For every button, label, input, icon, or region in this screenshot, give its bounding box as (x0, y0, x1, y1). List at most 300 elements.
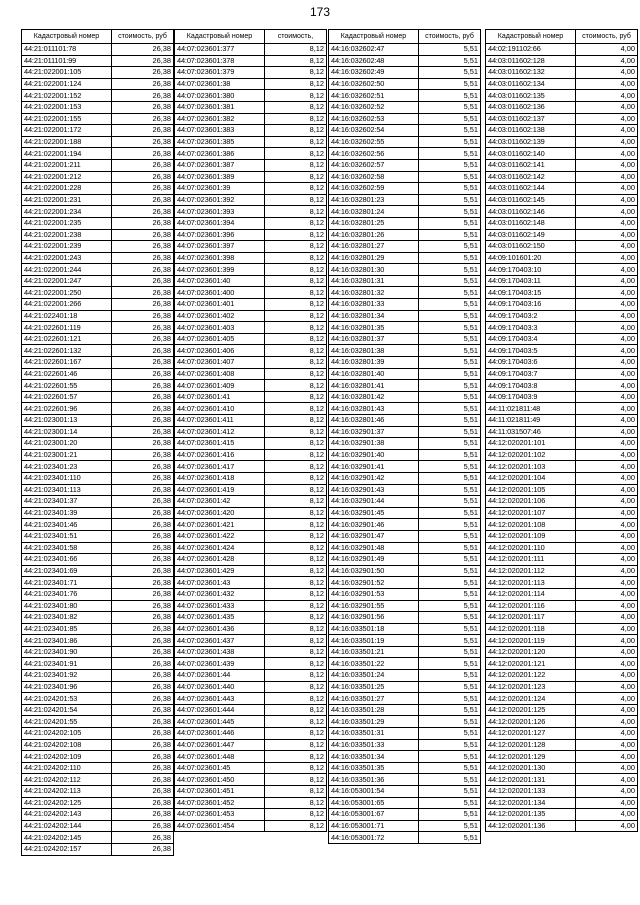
table-row (22, 55, 174, 67)
cost-cell: 5,51 (419, 600, 481, 612)
table-row (486, 125, 638, 137)
table-row (22, 496, 174, 508)
cost-cell: 26,38 (112, 484, 174, 496)
cost-cell: 8,12 (265, 55, 327, 67)
table-row (486, 774, 638, 786)
table-row (175, 368, 327, 380)
cadastral-number-cell: 44:16:032801:29 (329, 252, 419, 264)
cadastral-number-cell: 44:16:032801:38 (329, 345, 419, 357)
cost-cell: 5,51 (419, 241, 481, 253)
cost-cell: 8,12 (265, 751, 327, 763)
table-row (22, 217, 174, 229)
cost-cell: 5,51 (419, 774, 481, 786)
cost-cell: 26,38 (112, 299, 174, 311)
cadastral-number-cell: 44:12:020201:107 (486, 507, 576, 519)
cadastral-number-cell: 44:16:032901:37 (329, 426, 419, 438)
cost-cell: 4,00 (576, 635, 638, 647)
cost-cell: 5,51 (419, 357, 481, 369)
table-row (329, 646, 481, 658)
cost-cell: 5,51 (419, 90, 481, 102)
cost-cell: 8,12 (265, 704, 327, 716)
table-row (22, 333, 174, 345)
cadastral-number-cell: 44:21:022001:250 (22, 287, 112, 299)
table-row (175, 380, 327, 392)
table-row (175, 333, 327, 345)
cost-cell: 8,12 (265, 577, 327, 589)
table-row (329, 310, 481, 322)
cadastral-number-cell: 44:07:023601:437 (175, 635, 265, 647)
table-row (175, 646, 327, 658)
cost-cell: 26,38 (112, 90, 174, 102)
cadastral-number-cell: 44:16:032602:49 (329, 67, 419, 79)
cadastral-number-cell: 44:21:023401:76 (22, 588, 112, 600)
cadastral-number-cell: 44:12:020201:128 (486, 739, 576, 751)
cost-cell: 5,51 (419, 44, 481, 56)
cadastral-number-cell: 44:16:033501:29 (329, 716, 419, 728)
table-row (175, 426, 327, 438)
cadastral-number-cell: 44:21:023401:91 (22, 658, 112, 670)
cadastral-number-cell: 44:07:023601:408 (175, 368, 265, 380)
table-row (329, 565, 481, 577)
cadastral-number-cell: 44:09:101601:20 (486, 252, 576, 264)
cadastral-number-cell: 44:03:011602:146 (486, 206, 576, 218)
cadastral-number-cell: 44:21:022001:153 (22, 101, 112, 113)
table-row (175, 345, 327, 357)
cost-cell: 26,38 (112, 843, 174, 855)
cadastral-number-cell: 44:21:023401:90 (22, 646, 112, 658)
cadastral-number-cell: 44:21:023001:20 (22, 438, 112, 450)
table-row (486, 658, 638, 670)
cost-cell: 5,51 (419, 333, 481, 345)
table-row (22, 530, 174, 542)
table-row (486, 786, 638, 798)
cadastral-number-cell: 44:16:033501:36 (329, 774, 419, 786)
table-row (175, 577, 327, 589)
table-row (22, 380, 174, 392)
cost-cell: 4,00 (576, 728, 638, 740)
cadastral-number-cell: 44:16:033501:34 (329, 751, 419, 763)
table-row (22, 554, 174, 566)
table-row (486, 194, 638, 206)
column-header-cadastral-number: Кадастровый номер (22, 30, 112, 44)
table-row (329, 194, 481, 206)
table-row (22, 171, 174, 183)
cost-cell: 4,00 (576, 322, 638, 334)
cadastral-number-cell: 44:03:011602:139 (486, 136, 576, 148)
cadastral-number-cell: 44:12:020201:116 (486, 600, 576, 612)
table-row (329, 716, 481, 728)
cost-cell: 5,51 (419, 635, 481, 647)
cadastral-number-cell: 44:16:032801:46 (329, 415, 419, 427)
cost-cell: 4,00 (576, 774, 638, 786)
cost-cell: 5,51 (419, 275, 481, 287)
cost-cell: 4,00 (576, 472, 638, 484)
cadastral-number-cell: 44:12:020201:120 (486, 646, 576, 658)
cadastral-number-cell: 44:21:022001:152 (22, 90, 112, 102)
cadastral-number-cell: 44:12:020201:118 (486, 623, 576, 635)
table-row (175, 275, 327, 287)
cost-cell: 8,12 (265, 681, 327, 693)
cost-cell: 5,51 (419, 287, 481, 299)
cadastral-number-cell: 44:16:032602:59 (329, 183, 419, 195)
cost-cell: 4,00 (576, 345, 638, 357)
cost-cell: 5,51 (419, 113, 481, 125)
table-row (486, 739, 638, 751)
cadastral-number-cell: 44:16:032801:27 (329, 241, 419, 253)
table-row (22, 739, 174, 751)
cadastral-number-cell: 44:21:024202:108 (22, 739, 112, 751)
table-row (175, 299, 327, 311)
cadastral-number-cell: 44:03:011602:142 (486, 171, 576, 183)
cost-cell: 26,38 (112, 194, 174, 206)
table-row (486, 577, 638, 589)
cadastral-number-cell: 44:12:020201:126 (486, 716, 576, 728)
cost-cell: 8,12 (265, 148, 327, 160)
table-row (486, 403, 638, 415)
table-row (329, 820, 481, 832)
table-row (175, 78, 327, 90)
table-row (486, 333, 638, 345)
cost-cell: 26,38 (112, 565, 174, 577)
cost-cell: 4,00 (576, 275, 638, 287)
table-row (22, 461, 174, 473)
cadastral-number-cell: 44:12:020201:131 (486, 774, 576, 786)
cadastral-number-cell: 44:07:023601:377 (175, 44, 265, 56)
table-row (329, 241, 481, 253)
table-row (175, 588, 327, 600)
cost-cell: 5,51 (419, 391, 481, 403)
table-row (22, 728, 174, 740)
table-row (22, 415, 174, 427)
table-row (22, 519, 174, 531)
table-row (22, 484, 174, 496)
cost-cell: 5,51 (419, 55, 481, 67)
table-row (22, 507, 174, 519)
cost-cell: 26,38 (112, 554, 174, 566)
cost-cell: 4,00 (576, 762, 638, 774)
cadastral-number-cell: 44:09:170403:2 (486, 310, 576, 322)
cadastral-number-cell: 44:07:023601:397 (175, 241, 265, 253)
cadastral-number-cell: 44:03:011602:144 (486, 183, 576, 195)
table-row (486, 78, 638, 90)
table-row (175, 136, 327, 148)
cost-cell: 5,51 (419, 403, 481, 415)
cost-cell: 5,51 (419, 125, 481, 137)
cadastral-number-cell: 44:21:023401:39 (22, 507, 112, 519)
table-row (22, 797, 174, 809)
table-row (22, 241, 174, 253)
cost-cell: 4,00 (576, 148, 638, 160)
table-row (175, 565, 327, 577)
cost-cell: 8,12 (265, 739, 327, 751)
cadastral-number-cell: 44:07:023601:444 (175, 704, 265, 716)
cost-cell: 8,12 (265, 217, 327, 229)
cadastral-number-cell: 44:07:023601:415 (175, 438, 265, 450)
cost-cell: 26,38 (112, 704, 174, 716)
cadastral-number-cell: 44:11:031507:46 (486, 426, 576, 438)
cadastral-number-cell: 44:07:023601:396 (175, 229, 265, 241)
table-row (22, 183, 174, 195)
cost-cell: 26,38 (112, 519, 174, 531)
cadastral-number-cell: 44:07:023601:440 (175, 681, 265, 693)
cost-cell: 8,12 (265, 287, 327, 299)
cadastral-number-cell: 44:12:020201:109 (486, 530, 576, 542)
cost-cell: 26,38 (112, 44, 174, 56)
table-row (175, 171, 327, 183)
cost-cell: 26,38 (112, 357, 174, 369)
cadastral-number-cell: 44:21:024202:110 (22, 762, 112, 774)
table-row (22, 67, 174, 79)
cadastral-number-cell: 44:16:053001:67 (329, 809, 419, 821)
table-row (329, 472, 481, 484)
cost-cell: 4,00 (576, 542, 638, 554)
table-row (486, 252, 638, 264)
table-row (486, 264, 638, 276)
table-row (22, 252, 174, 264)
cadastral-number-cell: 44:16:032602:55 (329, 136, 419, 148)
table-row (486, 241, 638, 253)
cost-cell: 26,38 (112, 797, 174, 809)
cost-cell: 8,12 (265, 159, 327, 171)
cost-cell: 26,38 (112, 136, 174, 148)
table-row (329, 78, 481, 90)
table-row (329, 380, 481, 392)
table-row (486, 322, 638, 334)
table-row (175, 542, 327, 554)
table-row (329, 635, 481, 647)
cost-cell: 4,00 (576, 357, 638, 369)
cost-cell: 4,00 (576, 739, 638, 751)
table-row (486, 299, 638, 311)
cadastral-number-cell: 44:12:020201:111 (486, 554, 576, 566)
table-row (175, 600, 327, 612)
table-row (22, 635, 174, 647)
cadastral-number-cell: 44:21:022001:211 (22, 159, 112, 171)
cost-cell: 26,38 (112, 588, 174, 600)
cost-cell: 8,12 (265, 658, 327, 670)
table-row (486, 415, 638, 427)
table-row (175, 461, 327, 473)
table-row (329, 519, 481, 531)
cadastral-number-cell: 44:07:023601:383 (175, 125, 265, 137)
cadastral-number-cell: 44:03:011602:149 (486, 229, 576, 241)
cadastral-number-cell: 44:16:032901:43 (329, 484, 419, 496)
cadastral-number-cell: 44:07:023601:45 (175, 762, 265, 774)
cadastral-number-cell: 44:21:024202:105 (22, 728, 112, 740)
cadastral-number-cell: 44:16:053001:54 (329, 786, 419, 798)
cost-cell: 5,51 (419, 809, 481, 821)
table-row (175, 322, 327, 334)
cadastral-number-cell: 44:16:053001:72 (329, 832, 419, 844)
page-number: 173 (309, 5, 331, 19)
cadastral-number-cell: 44:03:011602:148 (486, 217, 576, 229)
cost-cell: 26,38 (112, 542, 174, 554)
cost-cell: 26,38 (112, 264, 174, 276)
cadastral-number-cell: 44:07:023601:378 (175, 55, 265, 67)
cadastral-number-cell: 44:07:023601:406 (175, 345, 265, 357)
table-row (22, 762, 174, 774)
cadastral-number-cell: 44:16:033501:35 (329, 762, 419, 774)
cadastral-number-cell: 44:07:023601:405 (175, 333, 265, 345)
cadastral-number-cell: 44:21:023001:14 (22, 426, 112, 438)
cadastral-number-cell: 44:07:023601:450 (175, 774, 265, 786)
table-row (329, 345, 481, 357)
table-row (486, 588, 638, 600)
table-row (22, 716, 174, 728)
cost-cell: 4,00 (576, 101, 638, 113)
cadastral-number-cell: 44:07:023601:424 (175, 542, 265, 554)
cost-cell: 5,51 (419, 693, 481, 705)
cost-cell: 5,51 (419, 438, 481, 450)
table-row (329, 136, 481, 148)
cost-cell: 8,12 (265, 264, 327, 276)
table-row (486, 206, 638, 218)
cadastral-number-cell: 44:09:170403:5 (486, 345, 576, 357)
cadastral-number-cell: 44:16:032602:51 (329, 90, 419, 102)
cadastral-number-cell: 44:07:023601:438 (175, 646, 265, 658)
cadastral-number-cell: 44:09:170403:11 (486, 275, 576, 287)
cadastral-number-cell: 44:07:023601:436 (175, 623, 265, 635)
cadastral-number-cell: 44:21:023401:96 (22, 681, 112, 693)
cost-cell: 26,38 (112, 241, 174, 253)
table-row (486, 449, 638, 461)
cost-cell: 8,12 (265, 530, 327, 542)
cost-cell: 5,51 (419, 832, 481, 844)
cost-cell: 5,51 (419, 670, 481, 682)
cost-cell: 8,12 (265, 612, 327, 624)
cost-cell: 26,38 (112, 78, 174, 90)
cost-cell: 26,38 (112, 496, 174, 508)
cadastral-number-cell: 44:07:023601:401 (175, 299, 265, 311)
table-row (329, 461, 481, 473)
cadastral-number-cell: 44:07:023601:428 (175, 554, 265, 566)
table-row (175, 287, 327, 299)
cost-cell: 4,00 (576, 577, 638, 589)
cadastral-number-cell: 44:16:032602:48 (329, 55, 419, 67)
cadastral-number-cell: 44:16:033501:28 (329, 704, 419, 716)
cadastral-number-cell: 44:07:023601:381 (175, 101, 265, 113)
table-row (486, 635, 638, 647)
cost-cell: 26,38 (112, 148, 174, 160)
cost-cell: 8,12 (265, 299, 327, 311)
table-row (486, 704, 638, 716)
cadastral-number-cell: 44:07:023601:421 (175, 519, 265, 531)
table-row (22, 322, 174, 334)
cadastral-number-cell: 44:21:011101:78 (22, 44, 112, 56)
cost-cell: 5,51 (419, 380, 481, 392)
cost-cell: 5,51 (419, 612, 481, 624)
cost-cell: 4,00 (576, 113, 638, 125)
cost-cell: 8,12 (265, 623, 327, 635)
cadastral-number-cell: 44:09:170403:3 (486, 322, 576, 334)
table-row (175, 229, 327, 241)
cadastral-number-cell: 44:21:024202:157 (22, 843, 112, 855)
cadastral-number-cell: 44:12:020201:133 (486, 786, 576, 798)
table-row (22, 542, 174, 554)
cadastral-number-cell: 44:09:170403:6 (486, 357, 576, 369)
cadastral-number-cell: 44:21:022601:46 (22, 368, 112, 380)
table-row (175, 820, 327, 832)
table-row (486, 565, 638, 577)
cost-cell: 4,00 (576, 44, 638, 56)
cost-cell: 5,51 (419, 345, 481, 357)
table-row (175, 391, 327, 403)
table-row (329, 832, 481, 844)
cost-cell: 5,51 (419, 252, 481, 264)
cadastral-table-2 (174, 29, 327, 832)
cost-cell: 4,00 (576, 217, 638, 229)
cadastral-table-3 (328, 29, 481, 844)
cadastral-number-cell: 44:03:011602:141 (486, 159, 576, 171)
cadastral-number-cell: 44:16:032801:41 (329, 380, 419, 392)
cadastral-number-cell: 44:21:023001:21 (22, 449, 112, 461)
table-row (175, 357, 327, 369)
table-row (175, 90, 327, 102)
table-row (329, 287, 481, 299)
cost-cell: 26,38 (112, 530, 174, 542)
cadastral-number-cell: 44:07:023601:453 (175, 809, 265, 821)
cadastral-number-cell: 44:21:023401:113 (22, 484, 112, 496)
table-row (22, 357, 174, 369)
cadastral-number-cell: 44:21:022001:231 (22, 194, 112, 206)
cost-cell: 5,51 (419, 739, 481, 751)
cost-cell: 5,51 (419, 368, 481, 380)
cost-cell: 8,12 (265, 542, 327, 554)
cadastral-number-cell: 44:09:170403:15 (486, 287, 576, 299)
table-row (22, 391, 174, 403)
cost-cell: 4,00 (576, 194, 638, 206)
cost-cell: 4,00 (576, 449, 638, 461)
cost-cell: 5,51 (419, 171, 481, 183)
table-row (329, 44, 481, 56)
cadastral-number-cell: 44:21:024202:109 (22, 751, 112, 763)
cadastral-number-cell: 44:16:032801:39 (329, 357, 419, 369)
cadastral-number-cell: 44:16:032602:53 (329, 113, 419, 125)
cadastral-number-cell: 44:16:032801:25 (329, 217, 419, 229)
cost-cell: 4,00 (576, 519, 638, 531)
table-row (486, 496, 638, 508)
cost-cell: 8,12 (265, 90, 327, 102)
column-header-cadastral-number: Кадастровый номер (175, 30, 265, 44)
table-row (22, 681, 174, 693)
cadastral-number-cell: 44:16:032901:42 (329, 472, 419, 484)
cadastral-number-cell: 44:07:023601:41 (175, 391, 265, 403)
table-row (329, 612, 481, 624)
cost-cell: 5,51 (419, 78, 481, 90)
table-row (329, 391, 481, 403)
table-row (22, 194, 174, 206)
cadastral-number-cell: 44:16:032901:55 (329, 600, 419, 612)
cadastral-number-cell: 44:03:011602:135 (486, 90, 576, 102)
cost-cell: 26,38 (112, 820, 174, 832)
cost-cell: 8,12 (265, 554, 327, 566)
cadastral-number-cell: 44:07:023601:409 (175, 380, 265, 392)
table-row (486, 67, 638, 79)
cost-cell: 4,00 (576, 693, 638, 705)
cadastral-number-cell: 44:21:023401:23 (22, 461, 112, 473)
column-header-cadastral-number: Кадастровый номер (486, 30, 576, 44)
cadastral-number-cell: 44:07:023601:433 (175, 600, 265, 612)
cadastral-number-cell: 44:16:032801:35 (329, 322, 419, 334)
cadastral-number-cell: 44:07:023601:39 (175, 183, 265, 195)
cost-cell: 26,38 (112, 762, 174, 774)
cost-cell: 4,00 (576, 125, 638, 137)
table-row (486, 507, 638, 519)
cost-cell: 5,51 (419, 507, 481, 519)
cost-cell: 4,00 (576, 820, 638, 832)
cadastral-number-cell: 44:12:020201:129 (486, 751, 576, 763)
cost-cell: 5,51 (419, 136, 481, 148)
